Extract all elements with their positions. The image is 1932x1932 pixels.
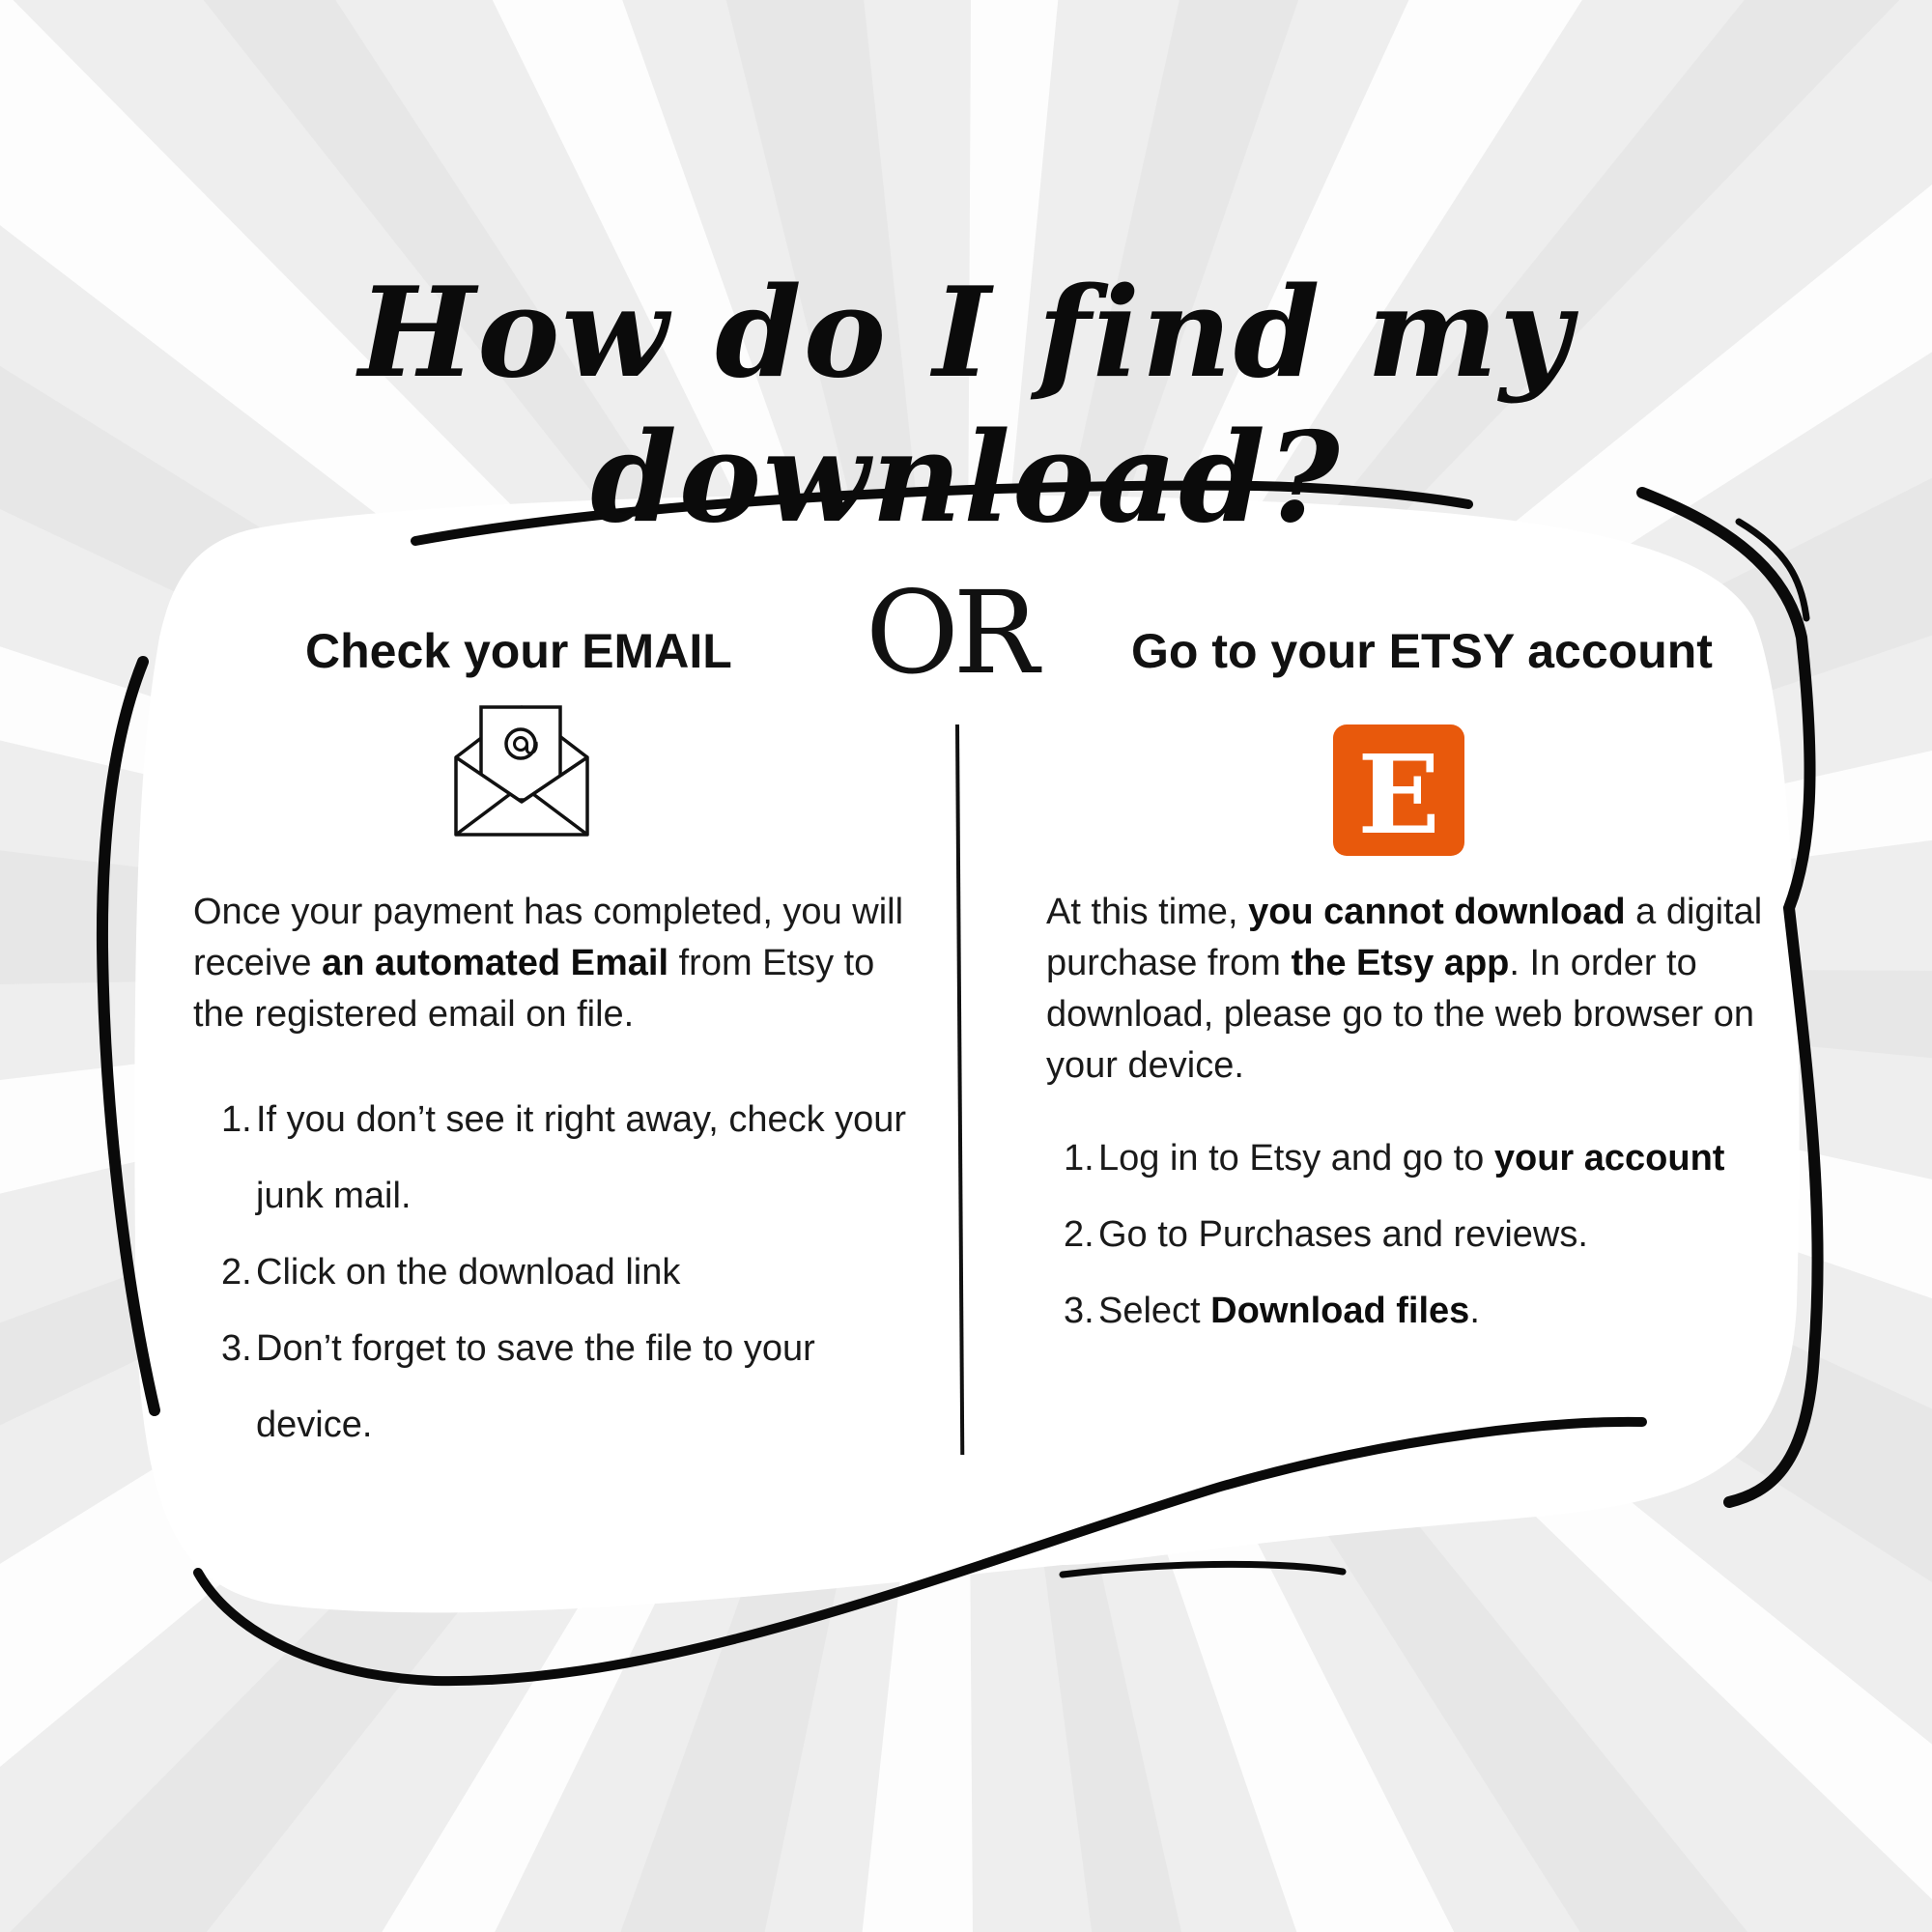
- etsy-steps-list: [1064, 1121, 1798, 1350]
- envelope-at-icon: [452, 705, 591, 838]
- or-separator: OR: [866, 566, 1034, 699]
- page-title: How do I find my download?: [358, 261, 1574, 551]
- brush-stroke-bottom-small: [1063, 1564, 1343, 1575]
- email-heading: Check your EMAIL: [305, 624, 732, 678]
- email-steps-list: [221, 1082, 917, 1463]
- list-item: 3. Don’t forget to save the file to your device.: [221, 1328, 815, 1445]
- etsy-description: At this time, you cannot download a digital purchase from the Etsy app. In order to download, please go to the web browser on your device.: [1046, 892, 1763, 1086]
- etsy-heading: Go to your ETSY account: [1131, 624, 1713, 678]
- list-item: 3. Select Download files.: [1064, 1291, 1480, 1331]
- list-item: 2. Click on the download link: [221, 1252, 681, 1293]
- etsy-logo-letter: E: [1357, 732, 1440, 856]
- email-description: Once your payment has completed, you will receive an automated Email from Etsy to the registered email on file.: [193, 892, 904, 1035]
- list-item: 1. If you don’t see it right away, check your junk mail.: [221, 1099, 907, 1216]
- etsy-logo-icon: [1333, 724, 1464, 856]
- list-item: 2. Go to Purchases and reviews.: [1064, 1214, 1588, 1255]
- list-item: 1. Log in to Etsy and go to your account: [1064, 1138, 1725, 1179]
